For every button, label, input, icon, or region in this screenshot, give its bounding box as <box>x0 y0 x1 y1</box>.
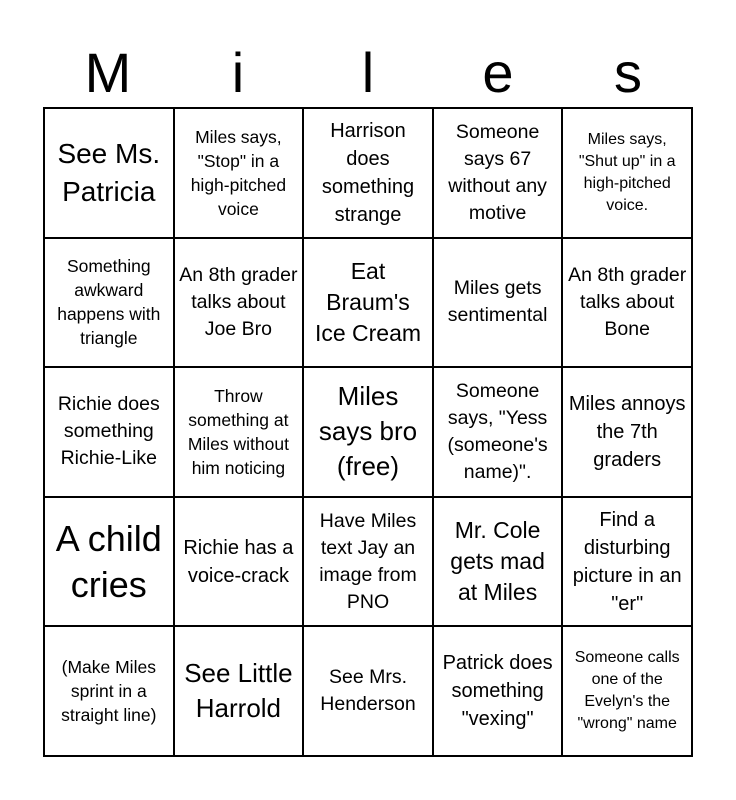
bingo-cell[interactable] <box>44 238 174 368</box>
cell-text: Miles says, "Stop" in a high-pitched voice <box>190 126 287 219</box>
title-letter-e: e <box>482 41 514 104</box>
cell-text: Richie has a voice-crack <box>183 536 294 587</box>
bingo-cell[interactable] <box>562 367 692 497</box>
cell-text: An 8th grader talks about Joe Bro <box>179 263 298 340</box>
bingo-cell[interactable] <box>303 238 433 368</box>
cell-text: An 8th grader talks about Bone <box>568 263 687 340</box>
cell-text: Miles annoys the 7th graders <box>568 392 686 471</box>
bingo-cell[interactable] <box>303 108 433 238</box>
bingo-cell[interactable] <box>303 626 433 756</box>
title-letter-i: i <box>231 41 245 104</box>
bingo-cell[interactable] <box>433 497 563 627</box>
bingo-cell[interactable] <box>174 497 304 627</box>
bingo-cell[interactable] <box>44 108 174 238</box>
cell-text: Miles says, "Shut up" in a high-pitched voice. <box>578 130 676 214</box>
bingo-title <box>43 40 693 106</box>
bingo-cell[interactable] <box>303 497 433 627</box>
bingo-cell[interactable] <box>562 108 692 238</box>
cell-text: A child cries <box>55 517 162 605</box>
cell-text: Miles gets sentimental <box>447 277 548 327</box>
bingo-cell[interactable] <box>433 626 563 756</box>
cell-text: Find a disturbing picture in an "er" <box>572 508 682 615</box>
bingo-cell[interactable] <box>44 626 174 756</box>
cell-text: Eat Braum's Ice Cream <box>314 257 422 346</box>
bingo-cell[interactable] <box>44 367 174 497</box>
bingo-cell[interactable] <box>174 367 304 497</box>
cell-text: See Little Harrold <box>184 658 293 724</box>
bingo-cell[interactable] <box>562 238 692 368</box>
cell-text: Miles says bro (free) <box>318 381 418 482</box>
cell-text: Patrick does something "vexing" <box>442 652 553 731</box>
cell-text: Someone says, "Yess (someone's name)". <box>447 379 548 483</box>
cell-text: See Ms. Patricia <box>57 137 161 207</box>
cell-text: Mr. Cole gets mad at Miles <box>450 517 545 606</box>
bingo-cell[interactable] <box>174 626 304 756</box>
bingo-cell free-space[interactable] <box>303 367 433 497</box>
cell-text: Richie does something Richie-Like <box>57 393 160 470</box>
cell-text: Something awkward happens with triangle <box>57 256 161 349</box>
cell-text: See Mrs. Henderson <box>320 666 416 716</box>
bingo-board <box>43 107 693 757</box>
cell-text: Throw something at Miles without him noticing <box>187 385 289 478</box>
bingo-cell[interactable] <box>433 367 563 497</box>
bingo-cell[interactable] <box>44 497 174 627</box>
bingo-cell[interactable] <box>562 626 692 756</box>
cell-text: (Make Miles sprint in a straight line) <box>61 657 157 726</box>
cell-text: Someone says 67 without any motive <box>448 120 547 224</box>
bingo-cell[interactable] <box>433 238 563 368</box>
bingo-cell[interactable] <box>433 108 563 238</box>
title-letter-l: l <box>361 41 375 104</box>
title-letter-m: M <box>84 41 132 104</box>
cell-text: Someone calls one of the Evelyn's the "wrong" name <box>574 649 680 733</box>
bingo-cell[interactable] <box>174 108 304 238</box>
bingo-cell[interactable] <box>562 497 692 627</box>
bingo-cell[interactable] <box>174 238 304 368</box>
title-letter-s: s <box>614 41 642 104</box>
cell-text: Harrison does something strange <box>321 119 415 226</box>
cell-text: Have Miles text Jay an image from PNO <box>319 509 417 613</box>
